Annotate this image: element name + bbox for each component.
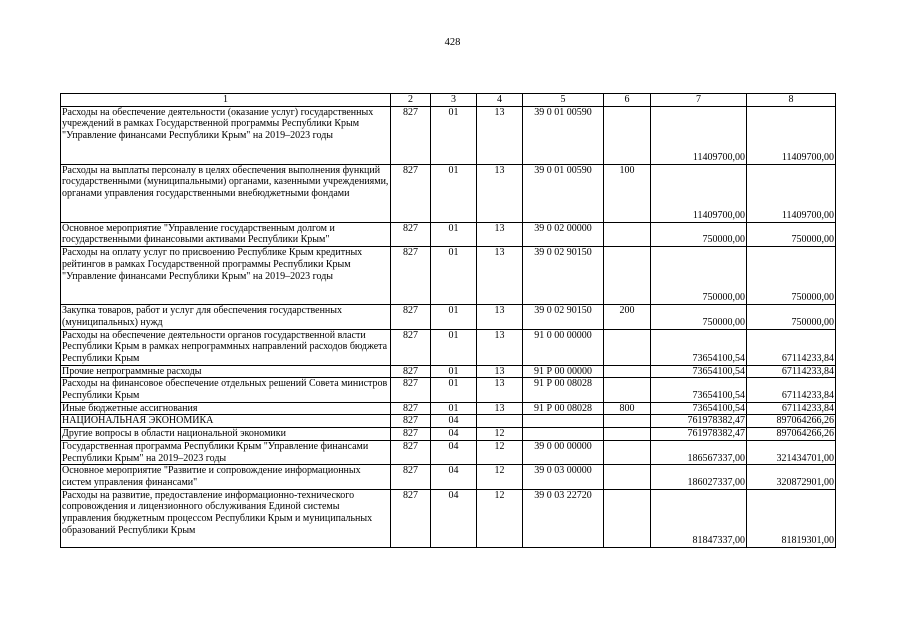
cell-amount-year1: 761978382,47 <box>651 428 747 441</box>
cell-subsection: 13 <box>477 106 523 164</box>
cell-ministry-code: 827 <box>391 164 431 222</box>
cell-amount-year1: 750000,00 <box>651 222 747 246</box>
table-row <box>61 428 836 441</box>
row-description: Иные бюджетные ассигнования <box>61 402 391 415</box>
cell-ministry-code: 827 <box>391 440 431 464</box>
cell-subsection: 12 <box>477 489 523 547</box>
cell-expense-type <box>604 378 651 402</box>
cell-expense-type: 800 <box>604 402 651 415</box>
column-header: 2 <box>391 94 431 107</box>
cell-target-article: 39 0 02 90150 <box>523 305 604 329</box>
cell-amount-year1: 11409700,00 <box>651 164 747 222</box>
cell-ministry-code: 827 <box>391 465 431 489</box>
cell-ministry-code: 827 <box>391 489 431 547</box>
cell-expense-type <box>604 222 651 246</box>
row-description: Расходы на выплаты персоналу в целях обеспечения выполнения функций государственными (муниципальными) органами, казенными учреждениями, органами управления государственными внебюджетными фондами <box>61 164 391 222</box>
cell-expense-type <box>604 247 651 305</box>
cell-amount-year1: 186027337,00 <box>651 465 747 489</box>
cell-ministry-code: 827 <box>391 402 431 415</box>
budget-table <box>60 93 836 548</box>
cell-subsection: 13 <box>477 222 523 246</box>
cell-subsection <box>477 415 523 428</box>
cell-ministry-code: 827 <box>391 247 431 305</box>
cell-target-article: 39 0 02 00000 <box>523 222 604 246</box>
cell-target-article: 91 Р 00 08028 <box>523 402 604 415</box>
table-row <box>61 440 836 464</box>
cell-ministry-code: 827 <box>391 428 431 441</box>
cell-amount-year2: 11409700,00 <box>747 106 836 164</box>
cell-section: 01 <box>431 329 477 365</box>
table-row <box>61 365 836 378</box>
cell-section: 04 <box>431 465 477 489</box>
cell-amount-year1: 73654100,54 <box>651 365 747 378</box>
column-header: 1 <box>61 94 391 107</box>
cell-subsection: 13 <box>477 164 523 222</box>
cell-subsection: 13 <box>477 365 523 378</box>
cell-amount-year2: 320872901,00 <box>747 465 836 489</box>
cell-amount-year2: 750000,00 <box>747 305 836 329</box>
cell-ministry-code: 827 <box>391 305 431 329</box>
cell-expense-type: 200 <box>604 305 651 329</box>
table-row <box>61 378 836 402</box>
table-row <box>61 402 836 415</box>
cell-section: 01 <box>431 247 477 305</box>
cell-amount-year2: 897064266,26 <box>747 415 836 428</box>
cell-subsection: 12 <box>477 428 523 441</box>
cell-amount-year1: 750000,00 <box>651 305 747 329</box>
cell-amount-year2: 67114233,84 <box>747 402 836 415</box>
row-description: Прочие непрограммные расходы <box>61 365 391 378</box>
cell-target-article: 39 0 00 00000 <box>523 440 604 464</box>
cell-amount-year2: 321434701,00 <box>747 440 836 464</box>
row-description: Основное мероприятие "Развитие и сопровождение информационных систем управления финансами" <box>61 465 391 489</box>
row-description: Расходы на развитие, предоставление информационно-технического сопровождения и лицензионного обслуживания Единой системы управления бюджетным процессом Республики Крым и муниципальных образований Республики Крым <box>61 489 391 547</box>
row-description: Основное мероприятие "Управление государственным долгом и государственными финансовыми активами Республики Крым" <box>61 222 391 246</box>
cell-amount-year1: 73654100,54 <box>651 329 747 365</box>
row-description: Расходы на обеспечение деятельности органов государственной власти Республики Крым в рамках непрограммных направлений расходов бюджета Республики Крым <box>61 329 391 365</box>
table-row <box>61 305 836 329</box>
cell-amount-year1: 11409700,00 <box>651 106 747 164</box>
table-row <box>61 329 836 365</box>
cell-section: 01 <box>431 305 477 329</box>
column-header: 4 <box>477 94 523 107</box>
cell-subsection: 12 <box>477 465 523 489</box>
row-description: Расходы на финансовое обеспечение отдельных решений Совета министров Республики Крым <box>61 378 391 402</box>
cell-ministry-code: 827 <box>391 329 431 365</box>
table-row <box>61 415 836 428</box>
table-row <box>61 465 836 489</box>
row-description: Государственная программа Республики Крым "Управление финансами Республики Крым" на 2019–2023 годы <box>61 440 391 464</box>
cell-section: 04 <box>431 415 477 428</box>
cell-subsection: 13 <box>477 378 523 402</box>
cell-expense-type <box>604 329 651 365</box>
cell-target-article: 91 Р 00 08028 <box>523 378 604 402</box>
cell-ministry-code: 827 <box>391 415 431 428</box>
column-header: 6 <box>604 94 651 107</box>
cell-amount-year1: 81847337,00 <box>651 489 747 547</box>
cell-amount-year2: 897064266,26 <box>747 428 836 441</box>
row-description: Закупка товаров, работ и услуг для обеспечения государственных (муниципальных) нужд <box>61 305 391 329</box>
cell-amount-year1: 761978382,47 <box>651 415 747 428</box>
row-description: Расходы на оплату услуг по присвоению Республике Крым кредитных рейтингов в рамках Государственной программы Республики Крым "Управление финансами Республики Крым" на 2019–2023 годы <box>61 247 391 305</box>
cell-subsection: 13 <box>477 402 523 415</box>
cell-target-article: 39 0 01 00590 <box>523 106 604 164</box>
cell-amount-year2: 11409700,00 <box>747 164 836 222</box>
cell-section: 04 <box>431 428 477 441</box>
cell-amount-year2: 67114233,84 <box>747 329 836 365</box>
cell-section: 01 <box>431 106 477 164</box>
table-row <box>61 106 836 164</box>
cell-amount-year2: 750000,00 <box>747 222 836 246</box>
column-header: 8 <box>747 94 836 107</box>
column-header: 3 <box>431 94 477 107</box>
cell-amount-year1: 73654100,54 <box>651 402 747 415</box>
cell-subsection: 13 <box>477 329 523 365</box>
cell-section: 01 <box>431 402 477 415</box>
cell-ministry-code: 827 <box>391 378 431 402</box>
cell-ministry-code: 827 <box>391 222 431 246</box>
cell-subsection: 13 <box>477 305 523 329</box>
section-heading: НАЦИОНАЛЬНАЯ ЭКОНОМИКА <box>61 415 391 428</box>
cell-amount-year1: 186567337,00 <box>651 440 747 464</box>
cell-amount-year1: 750000,00 <box>651 247 747 305</box>
table-row <box>61 164 836 222</box>
cell-target-article: 91 0 00 00000 <box>523 329 604 365</box>
table-row <box>61 222 836 246</box>
cell-expense-type: 100 <box>604 164 651 222</box>
cell-target-article: 39 0 01 00590 <box>523 164 604 222</box>
row-description: Расходы на обеспечение деятельности (оказание услуг) государственных учреждений в рамках Государственной программы Республики Крым "Управление финансами Республики Крым" на 2019–2023 годы <box>61 106 391 164</box>
cell-section: 01 <box>431 378 477 402</box>
cell-expense-type <box>604 428 651 441</box>
cell-amount-year2: 67114233,84 <box>747 378 836 402</box>
cell-section: 01 <box>431 164 477 222</box>
cell-target-article: 39 0 02 90150 <box>523 247 604 305</box>
cell-target-article: 39 0 03 00000 <box>523 465 604 489</box>
cell-expense-type <box>604 106 651 164</box>
cell-ministry-code: 827 <box>391 365 431 378</box>
cell-section: 01 <box>431 222 477 246</box>
column-header: 7 <box>651 94 747 107</box>
row-description: Другие вопросы в области национальной экономики <box>61 428 391 441</box>
cell-expense-type <box>604 489 651 547</box>
cell-amount-year2: 81819301,00 <box>747 489 836 547</box>
cell-target-article <box>523 415 604 428</box>
cell-ministry-code: 827 <box>391 106 431 164</box>
cell-target-article: 39 0 03 22720 <box>523 489 604 547</box>
cell-expense-type <box>604 365 651 378</box>
page-number: 428 <box>444 37 461 48</box>
table-header-row <box>61 94 836 107</box>
cell-section: 01 <box>431 365 477 378</box>
cell-subsection: 13 <box>477 247 523 305</box>
cell-amount-year2: 67114233,84 <box>747 365 836 378</box>
cell-expense-type <box>604 440 651 464</box>
cell-target-article: 91 Р 00 00000 <box>523 365 604 378</box>
cell-section: 04 <box>431 489 477 547</box>
table-row <box>61 489 836 547</box>
cell-target-article <box>523 428 604 441</box>
cell-subsection: 12 <box>477 440 523 464</box>
cell-amount-year1: 73654100,54 <box>651 378 747 402</box>
cell-expense-type <box>604 465 651 489</box>
cell-expense-type <box>604 415 651 428</box>
column-header: 5 <box>523 94 604 107</box>
table-row <box>61 247 836 305</box>
cell-amount-year2: 750000,00 <box>747 247 836 305</box>
cell-section: 04 <box>431 440 477 464</box>
